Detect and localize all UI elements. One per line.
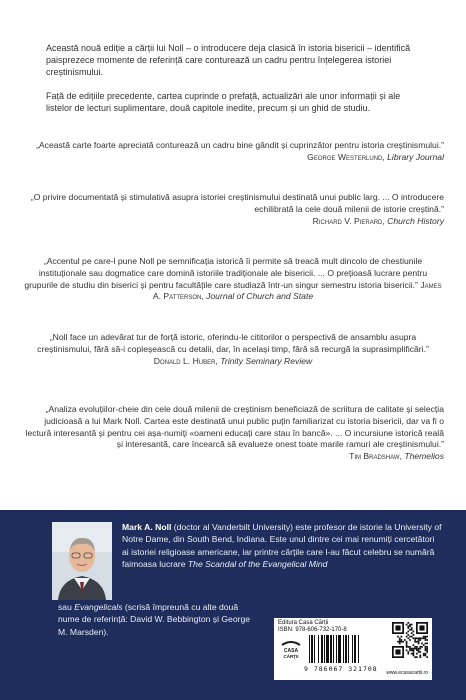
quote-2-source: Church History <box>387 215 444 226</box>
publisher-website: www.ecasacartii.ro <box>386 670 428 676</box>
quote-4-text: „Noll face un adevărat tur de forță istoric, oferindu-le cititorilor o perspectivă de ansamblu asupra creștinismului, fără să-i copleșească cu detalii, dar, în același timp, fără să recurgă la suprasimplificări.” <box>37 332 429 354</box>
quote-4-source: Trinity Seminary Review <box>220 355 313 366</box>
isbn-text: ISBN: 978-606-732-170-8 <box>278 627 347 633</box>
quote-4-author: Donald L. Huber, <box>153 355 218 366</box>
barcode <box>308 635 384 665</box>
quote-3 <box>23 256 443 303</box>
quote-2 <box>24 192 444 227</box>
publisher-name: Editura Casa Cărții <box>278 620 329 626</box>
quote-1 <box>24 140 444 164</box>
author-photo <box>52 522 112 600</box>
author-bio-text-2: sau <box>58 602 72 612</box>
quote-2-author: Richard V. Pierard, <box>312 215 385 226</box>
quote-5-source: Themelios <box>404 451 444 462</box>
author-bio-continued <box>58 601 258 638</box>
quote-1-text: „Această carte foarte apreciată conturează un cadru bine gândit și cuprinzător pentru istoria creștinismului.” <box>36 140 444 150</box>
author-bio-book-1: The Scandal of the Evangelical Mind <box>187 559 328 570</box>
publisher-info <box>278 620 347 634</box>
quote-3-source: Journal of Church and State <box>206 291 314 302</box>
publisher-logo <box>278 635 304 661</box>
svg-text:CĂRȚII: CĂRȚII <box>283 654 299 659</box>
intro-paragraph-2: Față de edițiile precedente, cartea cuprinde o prefață, actualizări ale unor informații și ale listelor de lecturi suplimentare, două capitole inedite, precum și un ghid de studiu. <box>46 91 401 113</box>
quote-5 <box>24 404 444 463</box>
author-bio-text-3: (scrisă împreună cu alte două nume de referință: David W. Bebbington și George M. Marsden). <box>58 602 251 637</box>
author-bio-text-1: (doctor al Vanderbilt University) este profesor de istorie la University of Notre Dame, din South Bend, Indiana. Este unul dintre cei mai renumiți cercetători ai istoriei religioase americane, iar printre cărțile care l-au făcut celebru se numără faimoasa lucrare <box>122 522 442 570</box>
quote-3-author: James A. Patterson, <box>152 279 442 302</box>
quote-2-text: „O privire documentată și stimulativă asupra istoriei creștinismului destinată unui public larg. ... O introducere echilibrată la cele două milenii de istorie creștină.” <box>30 192 444 214</box>
author-bio-book-2: Evangelicals <box>74 602 123 612</box>
author-name: Mark A. Noll <box>122 522 172 532</box>
barcode-label <box>274 618 432 680</box>
barcode-digits: 9 786067 321708 <box>304 665 378 673</box>
quote-5-text: „Analiza evoluțiilor-cheie din cele două milenii de creștinism beneficiază de scriitura de calitate și selecția judicioasă a lui Mark Noll. Cartea este destinată unui public puțin familiarizat cu istoria bisericii, dar va fi o lectură interesantă și pentru cei așa-numiți «oameni educați care stau în bancă». ... O incursiune istorică reală și interesantă, care încearcă să evalueze onest toate marile ramuri ale creștinismului.” <box>25 404 444 450</box>
quote-3-text: „Accentul pe care-l pune Noll pe semnificația istorică îi permite să treacă mult dincolo de chestiunile instituționale sau dogmatice care domină istoriile tradiționale ale bisericii. ... O prețioasă lucrare pentru grupurile de studiu din biserici și pentru facultățile care studiază într-un singur semestru istoria bisericii.” <box>24 256 428 290</box>
author-bio <box>122 521 442 571</box>
svg-text:CASA: CASA <box>283 648 299 654</box>
quote-1-author: George Westerlund, <box>307 151 385 162</box>
quote-4 <box>23 332 443 367</box>
quote-1-source: Library Journal <box>387 151 444 162</box>
intro-paragraph-1: Această nouă ediție a cărții lui Noll – o introducere deja clasică în istoria bisericii – identifică paisprezece momente de referință care conturează un cadru pentru înțelegerea istoriei creștinismului. <box>46 43 411 77</box>
qr-code <box>392 622 428 658</box>
quote-5-author: Tim Bradshaw, <box>349 451 402 462</box>
